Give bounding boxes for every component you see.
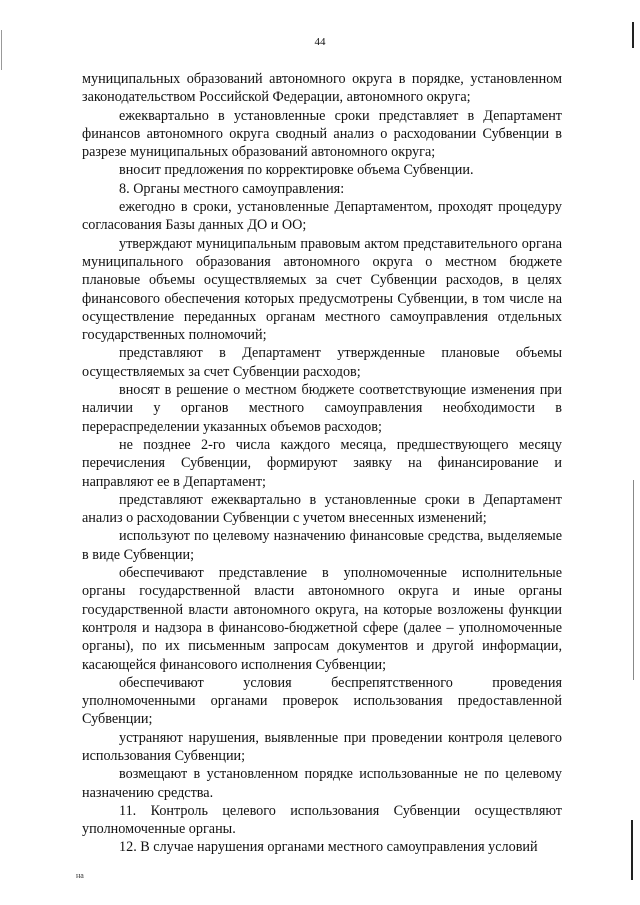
paragraph: не позднее 2-го числа каждого месяца, предшествующего месяцу перечисления Субвенции, формируют заявку на финансирование и направляют ее в Департамент; <box>82 436 562 490</box>
footer-mark: на <box>76 871 84 880</box>
paragraph: обеспечивают условия беспрепятственного проведения уполномоченными органами проверок использования предоставленной Субвенции; <box>82 674 562 728</box>
scan-edge-mark <box>631 820 633 880</box>
paragraph: вносят в решение о местном бюджете соответствующие изменения при наличии у органов местного самоуправления необходимости в перераспределении указанных объемов расходов; <box>82 382 562 435</box>
paragraph-continuation: муниципальных образований автономного округа в порядке, установленном законодательством Российской Федерации, автономного округа; <box>82 71 562 106</box>
paragraph: ежегодно в сроки, установленные Департаментом, проходят процедуру согласования Базы данных ДО и ОО; <box>82 199 562 234</box>
section-12: 12. В случае нарушения органами местного самоуправления условий <box>119 839 538 856</box>
page-number: 44 <box>314 36 326 48</box>
paragraph: обеспечивают представление в уполномоченные исполнительные органы государственной власти автономного округа и иные органы государственной власти автономного округа, на которые возложены функции контроля и надзора в финансово-бюджетной сфере (далее – уполномоченные органы), по их письменным запросам документов и другой информации, касающейся финансового исполнения Субвенции; <box>82 565 562 673</box>
paragraph: используют по целевому назначению финансовые средства, выделяемые в виде Субвенции; <box>82 528 562 563</box>
paragraph: устраняют нарушения, выявленные при проведении контроля целевого использования Субвенции; <box>82 729 562 764</box>
scan-edge-mark <box>1 30 2 70</box>
section-11: 11. Контроль целевого использования Субвенции осуществляют уполномоченные органы. <box>82 802 562 838</box>
paragraph: представляют в Департамент утвержденные плановые объемы осуществляемых за счет Субвенции расходов; <box>82 345 562 380</box>
scan-edge-mark <box>633 480 634 680</box>
paragraph: возмещают в установленном порядке использованные не по целевому назначению средства. <box>82 766 562 801</box>
scan-edge-mark <box>632 22 634 48</box>
paragraph: представляют ежеквартально в установленные сроки в Департамент анализ о расходовании Субвенции с учетом внесенных изменений; <box>82 491 562 527</box>
paragraph: ежеквартально в установленные сроки представляет в Департамент финансов автономного округа сводный анализ о расходовании Субвенции в разрезе муниципальных образований автономного округа; <box>82 107 562 161</box>
document-body <box>82 70 562 857</box>
section-heading-8: 8. Органы местного самоуправления: <box>119 180 345 197</box>
paragraph: утверждают муниципальным правовым актом представительного органа муниципального образования автономного округа о местном бюджете плановые объемы осуществляемых за счет Субвенции расходов, в целях финансового обеспечения которых предусмотрены Субвенции, в том числе на осуществление переданных органам местного самоуправления отдельных государственных полномочий; <box>82 235 562 344</box>
paragraph: вносит предложения по корректировке объема Субвенции. <box>119 162 474 179</box>
